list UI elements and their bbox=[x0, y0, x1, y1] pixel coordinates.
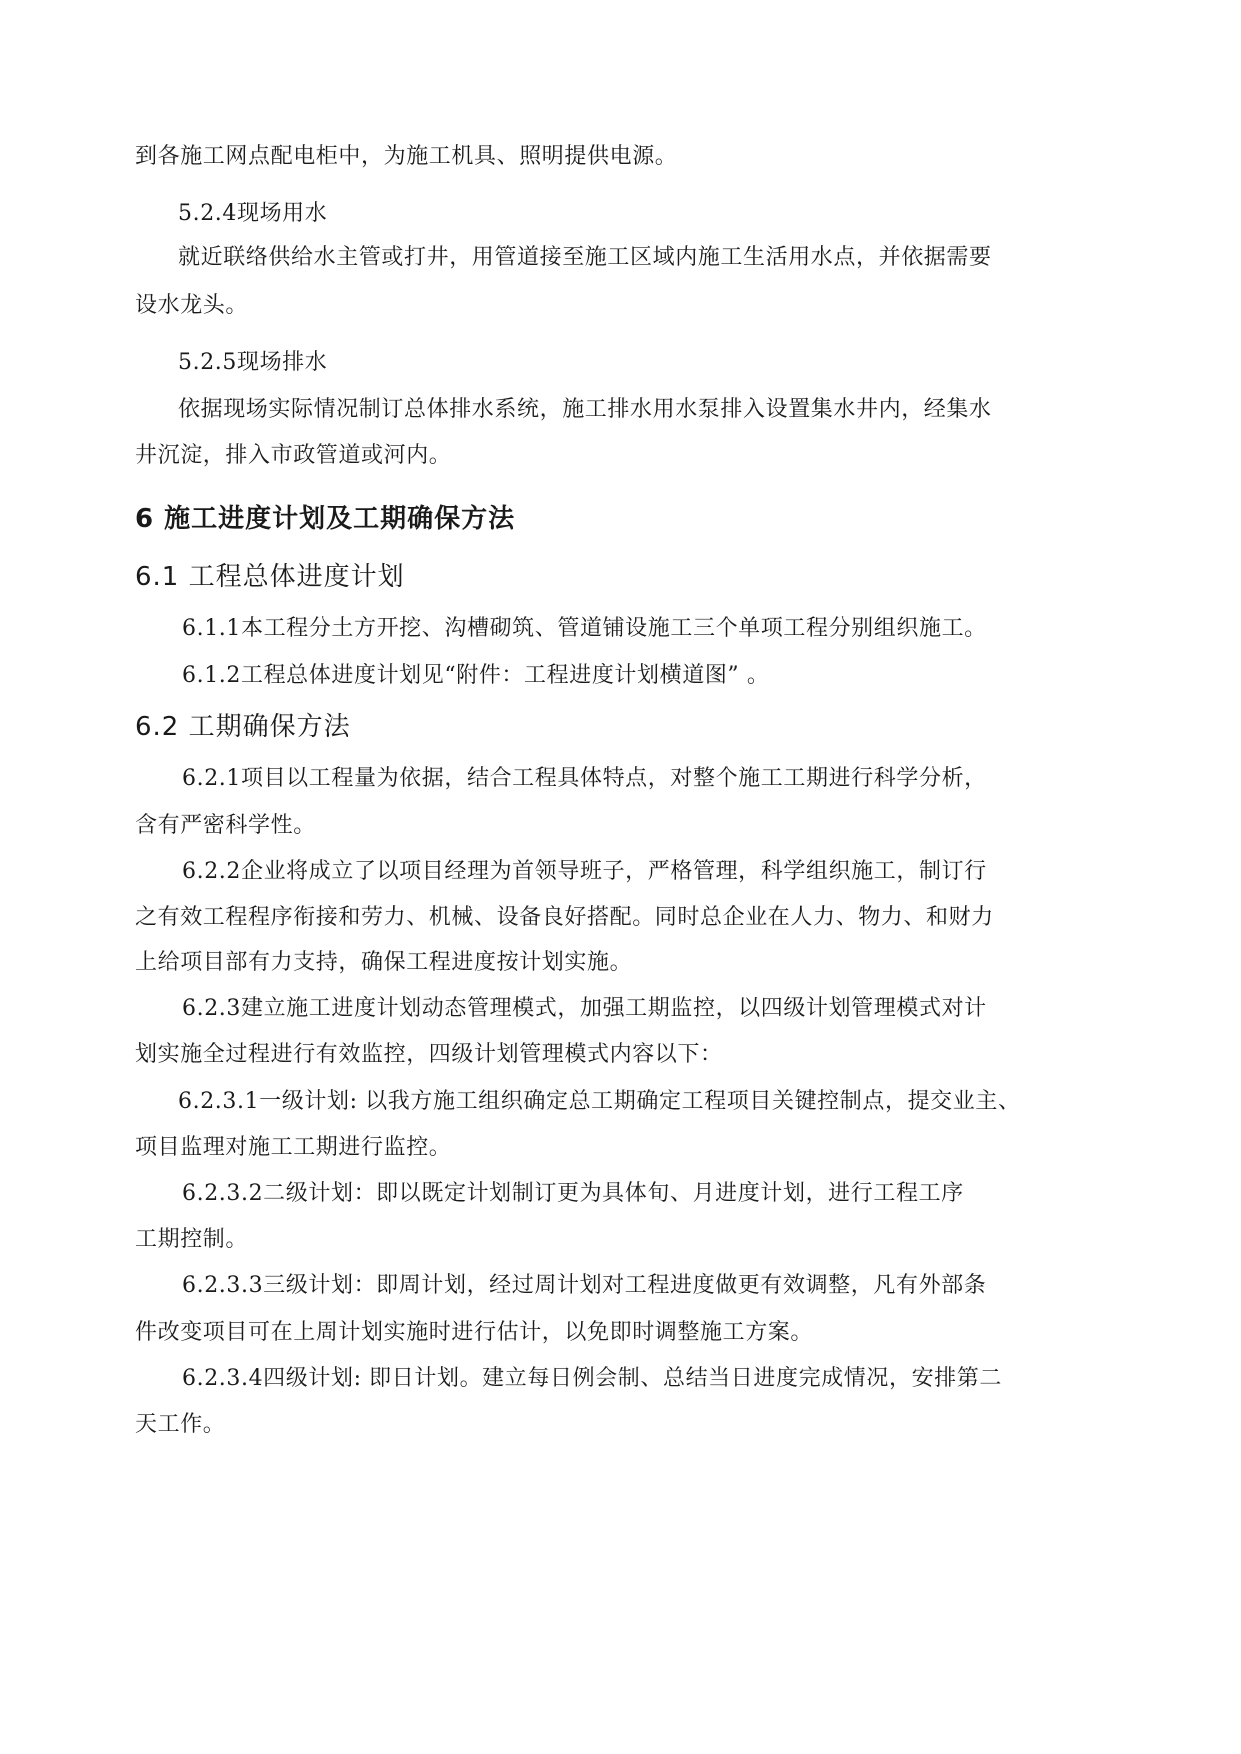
paragraph-line: 含有严密科学性。 bbox=[135, 813, 316, 838]
paragraph-line: 6.2.3.1一级计划: 以我方施工组织确定总工期确定工程项目关键控制点，提交业主、 bbox=[178, 1089, 1021, 1114]
paragraph-line: 工期控制。 bbox=[135, 1227, 249, 1252]
paragraph-line: 上给项目部有力支持，确保工程进度按计划实施。 bbox=[135, 950, 633, 975]
paragraph-line: 6.2.3.4四级计划: 即日计划。建立每日例会制、总结当日进度完成情况，安排第二 bbox=[182, 1366, 1002, 1391]
subsection-heading: 5.2.5现场排水 bbox=[178, 350, 328, 375]
section-heading: 6.1 工程总体进度计划 bbox=[135, 562, 405, 592]
paragraph-line: 设水龙头。 bbox=[135, 293, 249, 318]
paragraph-line: 件改变项目可在上周计划实施时进行估计，以免即时调整施工方案。 bbox=[135, 1320, 814, 1345]
paragraph-line: 6.2.3.3三级计划：即周计划，经过周计划对工程进度做更有效调整，凡有外部条 bbox=[182, 1273, 987, 1298]
paragraph-line: 到各施工网点配电柜中，为施工机具、照明提供电源。 bbox=[135, 144, 678, 169]
section-heading: 6 施工进度计划及工期确保方法 bbox=[135, 504, 516, 534]
paragraph-line: 6.2.3.2二级计划：即以既定计划制订更为具体旬、月进度计划，进行工程工序 bbox=[182, 1181, 964, 1206]
paragraph-line: 6.2.2企业将成立了以项目经理为首领导班子，严格管理，科学组织施工，制订行 bbox=[182, 859, 987, 884]
paragraph-line: 划实施全过程进行有效监控，四级计划管理模式内容以下： bbox=[135, 1042, 723, 1067]
paragraph-line: 6.1.2工程总体进度计划见“附件：工程进度计划横道图” 。 bbox=[182, 663, 770, 688]
section-heading: 6.2 工期确保方法 bbox=[135, 712, 351, 742]
paragraph-line: 项目监理对施工工期进行监控。 bbox=[135, 1135, 452, 1160]
paragraph-line: 之有效工程程序衔接和劳力、机械、设备良好搭配。同时总企业在人力、物力、和财力 bbox=[135, 905, 994, 930]
paragraph-line: 天工作。 bbox=[135, 1412, 226, 1437]
paragraph-line: 6.1.1本工程分土方开挖、沟槽砌筑、管道铺设施工三个单项工程分别组织施工。 bbox=[182, 616, 987, 641]
paragraph-line: 依据现场实际情况制订总体排水系统，施工排水用水泵排入设置集水井内，经集水 bbox=[178, 397, 992, 422]
paragraph-line: 6.2.3建立施工进度计划动态管理模式，加强工期监控，以四级计划管理模式对计 bbox=[182, 996, 987, 1021]
subsection-heading: 5.2.4现场用水 bbox=[178, 201, 328, 226]
paragraph-line: 就近联络供给水主管或打井，用管道接至施工区域内施工生活用水点，并依据需要 bbox=[178, 245, 992, 270]
paragraph-line: 6.2.1项目以工程量为依据，结合工程具体特点，对整个施工工期进行科学分析， bbox=[182, 766, 987, 791]
paragraph-line: 井沉淀，排入市政管道或河内。 bbox=[135, 443, 452, 468]
